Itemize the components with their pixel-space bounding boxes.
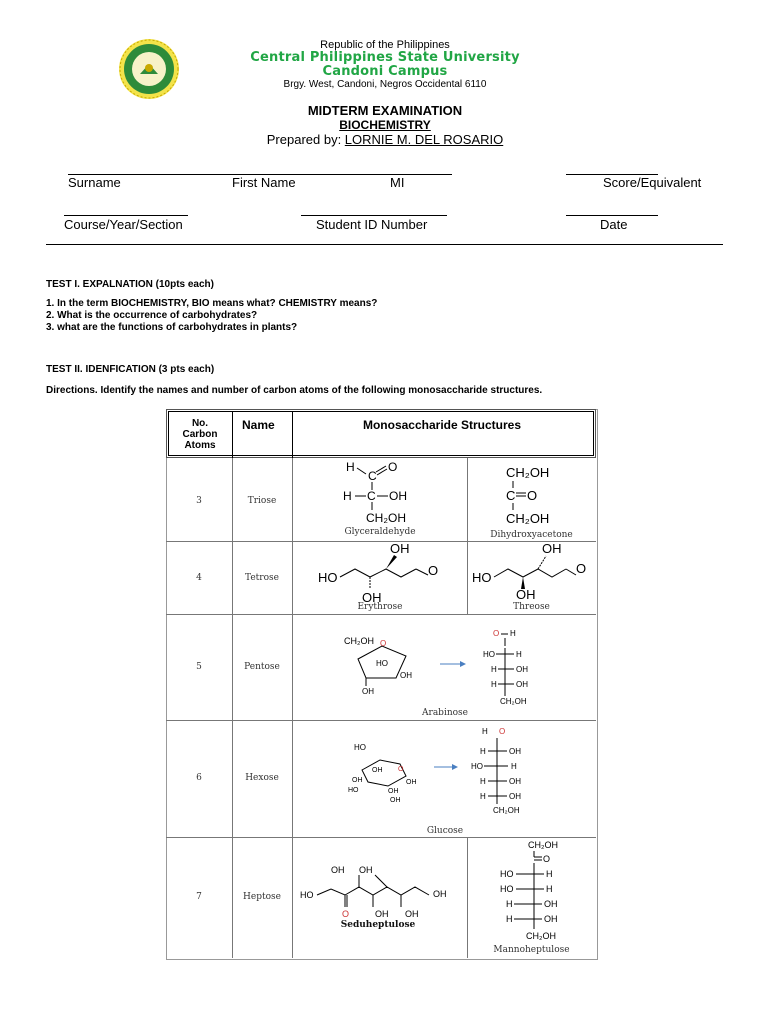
svg-text:OH: OH [389, 489, 407, 503]
row-7-carbon: 7 [196, 892, 202, 902]
svg-text:HO: HO [500, 884, 514, 894]
svg-text:HO: HO [500, 869, 514, 879]
test2-title: TEST II. IDENFICATION (3 pts each) [46, 364, 215, 375]
svg-text:C: C [506, 488, 516, 503]
row-4-name: Tetrose [245, 573, 279, 583]
test1-question-2: 2. What is the occurrence of carbohydrates? [46, 310, 258, 321]
svg-text:H: H [546, 884, 553, 894]
svg-text:HO: HO [300, 890, 314, 900]
test1-question-3: 3. what are the functions of carbohydrates in plants? [46, 322, 298, 333]
glyceraldehyde-label: Glyceraldehyde [344, 527, 416, 537]
svg-text:OH: OH [362, 590, 382, 605]
svg-text:OH: OH [433, 889, 447, 899]
header-name: Name [242, 418, 275, 432]
svg-text:H: H [506, 899, 513, 909]
svg-text:O: O [499, 727, 506, 736]
svg-text:OH: OH [516, 665, 528, 674]
svg-text:OH: OH [390, 541, 410, 556]
test1-title: TEST I. EXPALNATION (10pts each) [46, 279, 214, 290]
svg-text:OH: OH [352, 777, 363, 784]
university-name: Central Philippines State University [250, 50, 520, 65]
dihydroxyacetone-label: Dihydroxyacetone [490, 530, 573, 540]
svg-text:OH: OH [405, 909, 419, 919]
glucose-label: Glucose [426, 826, 464, 836]
svg-text:OH: OH [362, 687, 374, 696]
svg-text:H: H [491, 665, 497, 674]
surname-label: Surname [68, 175, 121, 190]
svg-text:OH: OH [516, 587, 536, 602]
svg-text:OH: OH [544, 899, 558, 909]
score-label: Score/Equivalent [603, 175, 702, 190]
svg-text:O: O [388, 460, 398, 474]
seduheptulose-structure [293, 837, 467, 958]
first-name-label: First Name [232, 175, 296, 190]
exam-title: MIDTERM EXAMINATION [307, 103, 463, 118]
svg-text:H: H [480, 777, 486, 786]
prepared-by [200, 132, 570, 147]
svg-text:O: O [576, 561, 587, 576]
svg-text:H: H [516, 650, 522, 659]
prepared-name: LORNIE M. DEL ROSARIO [344, 132, 504, 147]
svg-text:O: O [543, 854, 551, 864]
svg-text:H: H [506, 914, 513, 924]
svg-text:OH: OH [390, 797, 401, 804]
svg-text:OH: OH [400, 671, 412, 680]
seduheptulose-label: Seduheptulose [340, 920, 416, 930]
threose-structure [468, 541, 595, 614]
row-7-name: Heptose [243, 892, 281, 902]
svg-text:HO: HO [318, 570, 338, 585]
mannoheptulose-label: Mannoheptulose [493, 945, 570, 955]
svg-text:HO: HO [376, 659, 388, 668]
svg-text:OH: OH [509, 777, 521, 786]
campus-address: Brgy. West, Candoni, Negros Occidental 6110 [283, 79, 487, 90]
svg-text:H: H [480, 792, 486, 801]
svg-text:O: O [428, 563, 439, 578]
campus-name: Candoni Campus [322, 64, 448, 79]
svg-text:O: O [493, 629, 500, 638]
erythrose-label: Erythrose [357, 602, 403, 612]
test1-question-1: 1. In the term BIOCHEMISTRY, BIO means what? CHEMISTRY means? [46, 298, 378, 309]
svg-text:OH: OH [331, 865, 345, 875]
row-3-name: Triose [247, 496, 277, 506]
test2-directions: Directions. Identify the names and number of carbon atoms of the following monosaccharide structures. [46, 385, 543, 396]
republic-line: Republic of the Philippines [320, 39, 450, 51]
row-5-carbon: 5 [196, 662, 202, 672]
svg-text:H: H [546, 869, 553, 879]
svg-text:O: O [342, 909, 350, 919]
svg-text:CH₂OH: CH₂OH [500, 697, 527, 706]
row-4-carbon: 4 [196, 573, 202, 583]
svg-text:H: H [510, 629, 516, 638]
arabinose-structure [300, 614, 595, 720]
student-id-line[interactable] [301, 215, 447, 216]
svg-text:C: C [367, 489, 376, 503]
svg-text:OH: OH [372, 767, 383, 774]
svg-text:HO: HO [348, 787, 359, 794]
svg-text:H: H [346, 460, 355, 474]
svg-text:H: H [343, 489, 352, 503]
exam-subject: BIOCHEMISTRY [339, 118, 431, 132]
svg-text:CH₂OH: CH₂OH [493, 806, 520, 815]
university-seal [118, 38, 180, 100]
svg-text:CH₂OH: CH₂OH [506, 511, 550, 526]
svg-text:OH: OH [406, 779, 417, 786]
mi-label: MI [390, 175, 405, 190]
svg-text:CH₂OH: CH₂OH [506, 465, 550, 480]
svg-text:H: H [480, 747, 486, 756]
header-structures: Monosaccharide Structures [362, 418, 522, 432]
svg-text:H: H [491, 680, 497, 689]
svg-text:CH₂OH: CH₂OH [366, 511, 406, 525]
svg-text:CH₂OH: CH₂OH [528, 840, 558, 850]
erythrose-structure [300, 541, 465, 614]
threose-label: Threose [513, 602, 550, 612]
svg-text:HO: HO [354, 743, 366, 752]
svg-text:OH: OH [544, 914, 558, 924]
svg-text:C: C [368, 469, 377, 483]
svg-text:O: O [527, 488, 538, 503]
course-line[interactable] [64, 215, 188, 216]
glucose-structure [300, 720, 595, 837]
arabinose-label: Arabinose [422, 708, 468, 718]
svg-text:OH: OH [388, 788, 399, 795]
svg-text:H: H [511, 762, 517, 771]
svg-text:HO: HO [471, 762, 483, 771]
svg-text:HO: HO [472, 570, 492, 585]
svg-text:O: O [398, 766, 404, 773]
row-6-name: Hexose [245, 773, 279, 783]
svg-text:OH: OH [516, 680, 528, 689]
svg-text:OH: OH [509, 792, 521, 801]
row-3-carbon: 3 [196, 496, 202, 506]
svg-text:HO: HO [483, 650, 495, 659]
mannoheptulose-structure [468, 837, 595, 958]
svg-text:CH₂OH: CH₂OH [526, 931, 556, 941]
svg-text:CH₂OH: CH₂OH [344, 636, 374, 646]
svg-text:H: H [482, 727, 488, 736]
separator-line [46, 244, 723, 245]
svg-text:OH: OH [542, 541, 562, 556]
prepared-label: Prepared by: [266, 132, 345, 147]
glyceraldehyde-structure [300, 458, 465, 541]
row-5-name: Pentose [244, 662, 280, 672]
date-label: Date [600, 217, 628, 232]
date-line[interactable] [566, 215, 658, 216]
svg-text:OH: OH [375, 909, 389, 919]
dihydroxyacetone-structure [468, 458, 595, 541]
row-6-carbon: 6 [196, 773, 202, 783]
svg-text:OH: OH [509, 747, 521, 756]
header-carbon-atoms: No. Carbon Atoms [182, 418, 218, 451]
course-label: Course/Year/Section [64, 217, 183, 232]
student-id-label: Student ID Number [316, 217, 428, 232]
svg-text:O: O [380, 639, 387, 648]
svg-text:OH: OH [359, 865, 373, 875]
